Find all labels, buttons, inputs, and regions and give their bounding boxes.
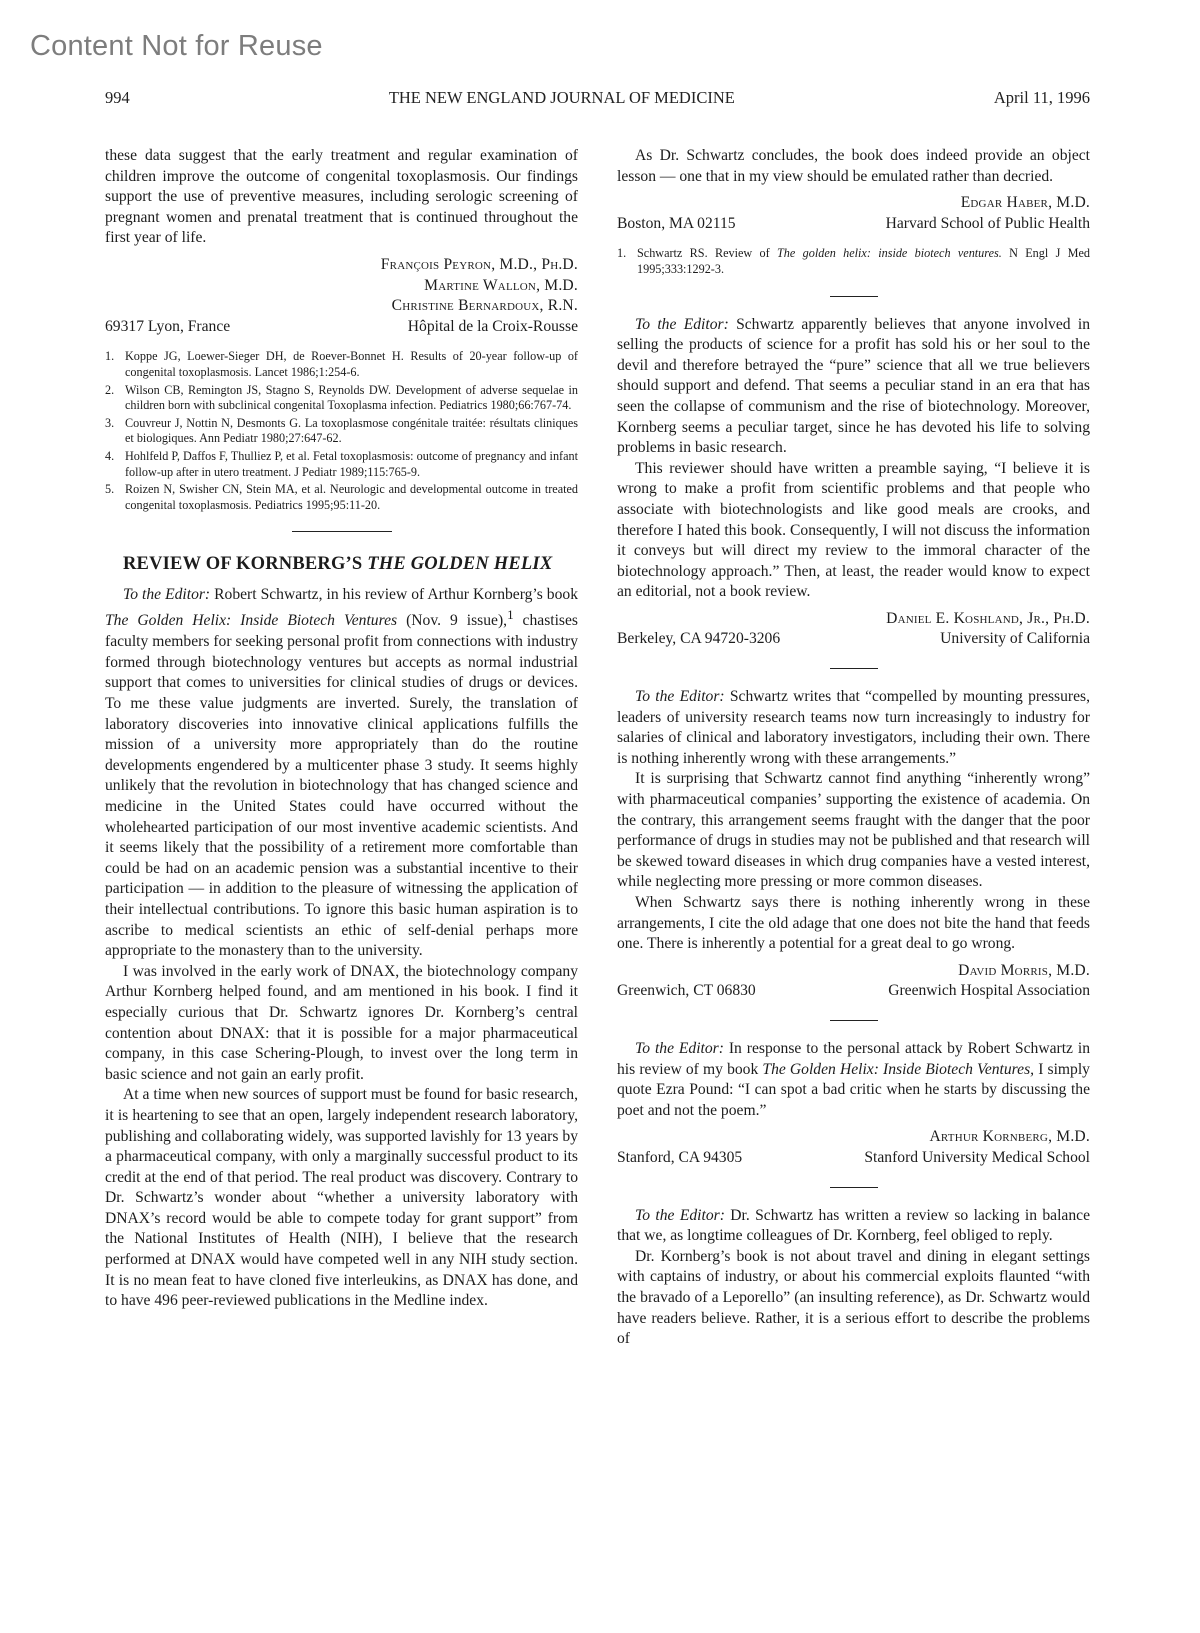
reference-text: Hohlfeld P, Daffos F, Thulliez P, et al. Fetal toxoplasmosis: outcome of pregnancy and infant follow-up after in utero treatment. J Pediatr 1989;115:765-9. xyxy=(125,448,578,479)
section-title-text: REVIEW OF KORNBERG’S xyxy=(123,554,368,575)
signature-block-koshland xyxy=(617,609,1090,650)
reference-text: Roizen N, Swisher CN, Stein MA, et al. Neurologic and developmental outcome in treated congenital toxoplasmosis. Pediatrics 1995;95:11-20. xyxy=(125,482,578,512)
letter-lead: To the Editor: xyxy=(635,1206,725,1224)
author-affiliation xyxy=(617,214,1090,235)
letter-kornberg-paragraph xyxy=(617,1039,1090,1121)
paragraph-text: Robert Schwartz, in his review of Arthur Kornberg’s book xyxy=(210,585,578,603)
reference-number: 4. xyxy=(105,448,115,463)
journal-title: THE NEW ENGLAND JOURNAL OF MEDICINE xyxy=(388,88,735,107)
reference-number: 2. xyxy=(105,382,115,397)
author-institution: Stanford University Medical School xyxy=(864,1148,1090,1166)
author-affiliation xyxy=(617,1148,1090,1169)
letter-divider xyxy=(830,1187,878,1188)
letter-lead: To the Editor: xyxy=(635,315,729,333)
author-location: Berkeley, CA 94720-3206 xyxy=(617,630,781,648)
reference-item xyxy=(105,349,578,380)
author-name: François Peyron, M.D., Ph.D. xyxy=(380,255,578,273)
reference-text: Koppe JG, Loewer-Sieger DH, de Roever-Bonnet H. Results of 20-year follow-up of congenital toxoplasmosis. Lancet 1986;1:254-6. xyxy=(125,349,578,379)
author-name: Edgar Haber, M.D. xyxy=(960,194,1090,212)
signature-block-haber xyxy=(617,193,1090,234)
reference-number: 5. xyxy=(105,482,115,497)
letter-lead: To the Editor: xyxy=(635,1039,724,1057)
reference-book-title: The golden helix: inside biotech ventures. xyxy=(777,246,1002,261)
paragraph-text: chastises faculty members for seeking personal profit from connections with industry formed through biotechnology ventures but accepts as normal industrial support that comes to universities for clinical studies of drugs or devices. To me these value judgments are inverted. Surely, the translation of laboratory discoveries into innovative clinical applications fulfills the mission of a university more appropriately than do the routine developments engendered by a multicenter phase 3 study. It seems highly unlikely that the revolution in biotechnology that has changed science and medicine in the United States could have occurred without the wholehearted participation of our most inventive academic scientists. And it seems likely that the possibility of a retirement more comfortable than could be had on an academic pension was a substantial incentive to their participation — in addition to the pleasure of witnessing the application of their intellectual contributions. To ignore this basic human aspiration is to ascribe to medical scientists an ethic of self-denial perhaps more appropriate to the monastery than to the university. xyxy=(105,612,578,960)
page-number: 994 xyxy=(105,88,130,107)
reference-item xyxy=(105,449,578,480)
letter-divider xyxy=(830,668,878,669)
letter-colleagues-paragraph: Dr. Kornberg’s book is not about travel and dining in elegant settings with captains of industry, or about his commercial exploits flaunted “with the bravado of a Leporello” (an insulting reference), as Dr. Schwartz would have readers believe. Rather, it is a serious effort to describe the problems of xyxy=(617,1247,1090,1348)
paragraph-text: In response to the personal attack by Robert Schwartz in his review of my book xyxy=(617,1039,1090,1078)
left-column xyxy=(105,146,578,1312)
author-affiliation xyxy=(105,317,578,338)
issue-date: April 11, 1996 xyxy=(993,88,1090,107)
author-name: Daniel E. Koshland, Jr., Ph.D. xyxy=(886,609,1090,627)
reference-number: 3. xyxy=(105,415,115,430)
letter-haber-paragraph: I was involved in the early work of DNAX, the biotechnology company Arthur Kornberg helped found, and am mentioned in his book. I find it especially curious that Dr. Schwartz ignores Dr. Kornberg’s central contention about DNAX: that it is possible for a major pharmaceutical company, in this case Schering-Plough, to invest over the long term in basic science and not gain an early profit. xyxy=(105,962,578,1083)
author-institution: Harvard School of Public Health xyxy=(885,214,1090,232)
reference-list xyxy=(617,246,1090,277)
author-affiliation xyxy=(617,629,1090,650)
reference-text-part: N Engl J Med 1995;333:1292-3. xyxy=(637,246,1091,276)
author-name: Arthur Kornberg, M.D. xyxy=(929,1128,1090,1146)
letter-colleagues-paragraph xyxy=(617,1206,1090,1247)
paragraph-text: Dr. Schwartz has written a review so lacking in balance that we, as longtime colleagues of Dr. Kornberg, feel obliged to reply. xyxy=(617,1206,1090,1245)
signature-block-morris xyxy=(617,961,1090,1002)
letter-divider xyxy=(830,1020,878,1021)
reference-item xyxy=(105,482,578,513)
paragraph-text: Schwartz apparently believes that anyone involved in selling the products of science for a profit has sold his or her soul to the devil and therefore betrayed the “pure” science that all we true believers should support and defend. That seems a peculiar stand in an era that has seen the collapse of communism and the rise of biotechnology. Moreover, Kornberg seems a peculiar target, since he has devoted his life to solving problems in basic research. xyxy=(617,315,1090,457)
signature-block-kornberg xyxy=(617,1127,1090,1168)
reference-text: Wilson CB, Remington JS, Stagno S, Reynolds DW. Development of adverse sequelae in children born with subclinical congenital Toxoplasma infection. Pediatrics 1980;66:767-74. xyxy=(125,382,578,413)
book-title: The Golden Helix: Inside Biotech Ventures, xyxy=(762,1060,1035,1078)
reference-list xyxy=(105,349,578,513)
section-title-book: THE GOLDEN HELIX xyxy=(367,554,553,575)
author-institution: University of California xyxy=(940,630,1090,648)
section-title xyxy=(123,554,578,575)
author-name: Christine Bernardoux, R.N. xyxy=(391,297,578,315)
reference-text: Couvreur J, Nottin N, Desmonts G. La toxoplasmose congénitale traitée: résultats cliniques et biologiques. Ann Pediatr 1980;27:647-62. xyxy=(125,415,578,446)
letter-morris-paragraph: When Schwartz says there is nothing inherently wrong in these arrangements, I cite the old adage that one does not bite the hand that feeds one. There is inherently a potential for a great deal to go wrong. xyxy=(617,894,1090,953)
letter-haber-paragraph: At a time when new sources of support must be found for basic research, it is heartening to see that an open, largely independent research laboratory, publishing and collaborating widely, was supported lavishly for 13 years by a pharmaceutical company, with only a marginally successful product to its credit at the end of that period. The real product was discovery. Contrary to Dr. Schwartz’s wonder about “whether a university laboratory with DNAX’s record would be able to compete today for grant support” from the National Institutes of Health (NIH), I believe that the research performed at DNAX would have competed well in any NIH study section. It is no mean feat to have cloned five interleukins, as DNAX has done, and to have 496 peer-reviewed publications in the Medline index. xyxy=(105,1086,578,1310)
author-institution: Hôpital de la Croix-Rousse xyxy=(407,317,578,335)
reference-item xyxy=(105,416,578,447)
section-divider xyxy=(292,531,392,532)
right-column xyxy=(617,146,1090,1350)
paragraph-text: (Nov. 9 issue), xyxy=(397,612,508,630)
book-title: The Golden Helix: Inside Biotech Ventures xyxy=(105,612,398,630)
author-name: David Morris, M.D. xyxy=(958,961,1090,979)
letter-koshland-paragraph xyxy=(617,315,1090,459)
intro-paragraph: these data suggest that the early treatment and regular examination of children improve the outcome of congenital toxoplasmosis. Our findings support the use of preventive measures, including serologic screening of pregnant women and prenatal treatment that is continued throughout the first year of life. xyxy=(105,147,578,247)
letter-haber-paragraph: As Dr. Schwartz concludes, the book does indeed provide an object lesson — one that in my view should be emulated rather than decried. xyxy=(617,147,1090,185)
letter-morris-paragraph: It is surprising that Schwartz cannot find anything “inherently wrong” with pharmaceutical companies’ supporting the existence of academia. On the contrary, this arrangement seems fraught with the danger that the poor performance of drugs in studies may not be published and that research will be skewed toward diseases in which drug companies have a vested interest, while neglecting more pressing or more common diseases. xyxy=(617,770,1090,891)
letter-morris-paragraph xyxy=(617,687,1090,769)
author-location: Greenwich, CT 06830 xyxy=(617,982,756,1000)
author-institution: Greenwich Hospital Association xyxy=(888,982,1090,1000)
letter-divider xyxy=(830,296,878,297)
letter-lead: To the Editor: xyxy=(635,688,725,706)
reference-text-part: Schwartz RS. Review of xyxy=(637,246,778,261)
paragraph-text: I simply quote Ezra Pound: “I can spot a bad critic when he starts by discussing the poet and not the poem.” xyxy=(617,1060,1090,1119)
author-location: 69317 Lyon, France xyxy=(105,317,231,335)
paragraph-text: Schwartz writes that “compelled by mounting pressures, leaders of university research teams now turn increasingly to industry for salaries of clinical and laboratory investigators, including their own. There is nothing inherently wrong with these arrangements.” xyxy=(617,688,1090,767)
running-head xyxy=(105,88,1090,108)
letter-koshland-paragraph: This reviewer should have written a preamble saying, “I believe it is wrong to make a profit from scientific problems and that people who associate with biotechnologists and like good meals are crooks, and therefore I hated this book. Consequently, I will not discuss the information it conveys but will direct my review to the immoral character of the biotechnology approach.” Then, at least, the reader would know to expect an editorial, not a book review. xyxy=(617,459,1090,601)
letter-haber-paragraph xyxy=(105,585,578,962)
author-name: Martine Wallon, M.D. xyxy=(424,276,578,294)
reference-number: 1. xyxy=(617,246,627,261)
reference-item xyxy=(617,246,1090,277)
letter-lead: To the Editor: xyxy=(123,585,211,603)
author-location: Stanford, CA 94305 xyxy=(617,1148,743,1166)
signature-block-peyron xyxy=(105,255,578,337)
watermark: Content Not for Reuse xyxy=(30,30,323,62)
author-affiliation xyxy=(617,981,1090,1002)
reference-superscript: 1 xyxy=(507,607,514,623)
reference-item xyxy=(105,383,578,414)
reference-number: 1. xyxy=(105,349,115,364)
author-location: Boston, MA 02115 xyxy=(617,214,736,232)
reference-text xyxy=(637,246,1090,277)
